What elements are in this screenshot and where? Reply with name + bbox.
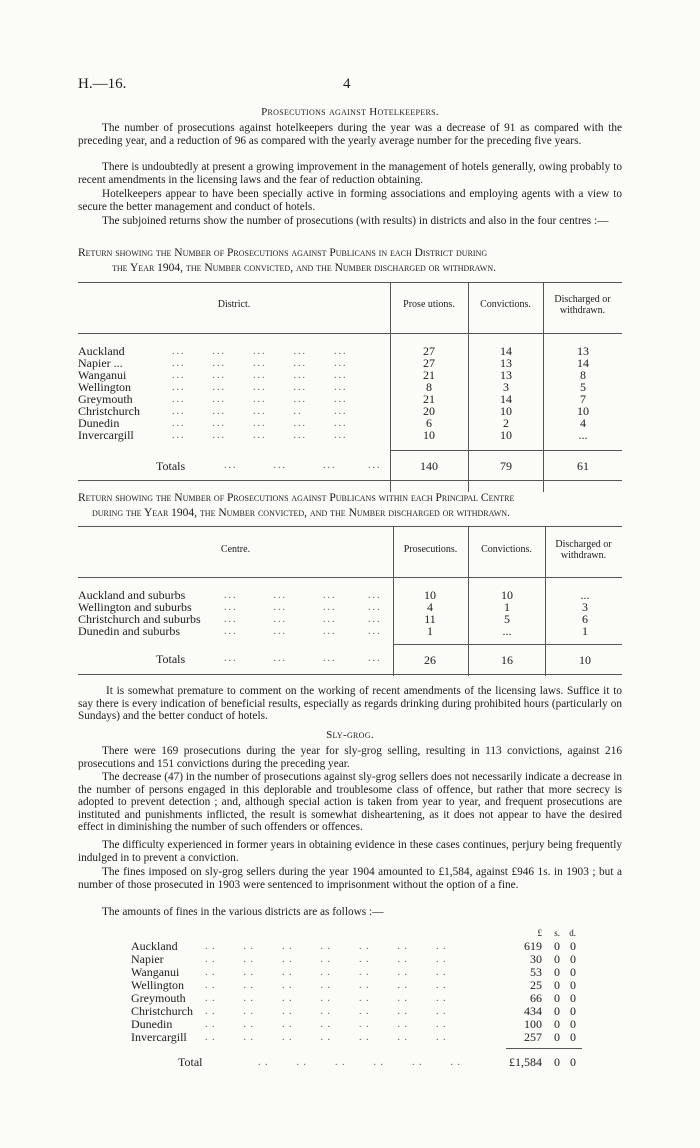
table1-discharged: 4 — [580, 416, 586, 430]
fines-pence: 0 — [570, 978, 576, 992]
fines-district: Napier — [131, 952, 164, 966]
fines-pounds: 30 — [530, 952, 542, 966]
leader-dots: ... ... ... ... ... — [172, 430, 348, 441]
table2-prosecutions: 10 — [424, 588, 436, 602]
table1-prosecutions: 10 — [423, 428, 435, 442]
table1-col-rule — [390, 282, 391, 492]
table1-prosecutions: 21 — [423, 368, 435, 382]
table2-row-name: Auckland and suburbs — [78, 588, 186, 602]
fines-district: Greymouth — [131, 991, 186, 1005]
leader-dots: ... ... ... ... — [224, 626, 382, 637]
leader-dots: ... ... ... .. ... — [172, 406, 348, 417]
leader-dots: . . . . . . . . . . . . . . — [205, 1006, 447, 1017]
table2-header-convictions: Convictions. — [481, 544, 532, 555]
fines-pounds: 53 — [530, 965, 542, 979]
paragraph: The subjoined returns show the number of prosecutions (with results) in districts and also in the four centres :— — [102, 215, 609, 227]
fines-shillings: 0 — [554, 939, 560, 953]
table2-discharged: 6 — [582, 612, 588, 626]
fines-pence: 0 — [570, 1017, 576, 1031]
table2-prosecutions: 4 — [427, 600, 433, 614]
table1-bottom-rule — [78, 480, 622, 481]
table2-header-prosecutions: Prosecutions. — [403, 544, 458, 555]
paragraph: The difficulty experienced in former years in obtaining evidence in these cases continues, perjury being frequently indulged in to prevent a conviction. — [78, 839, 622, 864]
fines-pounds: 257 — [524, 1030, 542, 1044]
table2-total-discharged: 10 — [579, 653, 591, 667]
table1-totals-label: Totals — [156, 459, 186, 473]
table2-total-convictions: 16 — [501, 653, 513, 667]
table1-row-name: Wanganui — [78, 368, 127, 382]
leader-dots: ... ... ... ... — [224, 602, 382, 613]
table2-bottom-rule — [78, 674, 622, 675]
fines-shillings: 0 — [554, 978, 560, 992]
fines-pounds: 619 — [524, 939, 542, 953]
table1-row-name: Auckland — [78, 344, 125, 358]
table2-discharged: 1 — [582, 624, 588, 638]
table2-title: Return showing the Number of Prosecutions against Publicans within each Principal Centre during the Year 1904, the Number convicted, and the Number discharged or withdrawn. — [78, 492, 515, 519]
fines-pence: 0 — [570, 939, 576, 953]
table1-discharged: 10 — [577, 404, 589, 418]
table2-header-centre: Centre. — [220, 544, 251, 555]
table1-discharged: 7 — [580, 392, 586, 406]
table1-header-convictions: Convictions. — [480, 299, 531, 310]
paragraph: The number of prosecutions against hotelkeepers during the year was a decrease of 91 as compared with the preceding year, and a reduction of 96 as compared with the yearly average number for the preceding five years. — [78, 122, 622, 147]
table1-row-name: Wellington — [78, 380, 132, 394]
table1-prosecutions: 27 — [423, 356, 435, 370]
table2-convictions: 5 — [504, 612, 510, 626]
paragraph: There is undoubtedly at present a growing improvement in the management of hotels generally, owing probably to recent amendments in the licensing laws and the fear of reduction obtaining. — [78, 161, 622, 186]
table1-total-prosecutions: 140 — [420, 459, 438, 473]
table2-convictions: 1 — [504, 600, 510, 614]
table1-prosecutions: 27 — [423, 344, 435, 358]
leader-dots: ... ... ... ... ... — [172, 418, 348, 429]
fines-pounds: 25 — [530, 978, 542, 992]
leader-dots: ... ... ... ... — [224, 653, 382, 664]
leader-dots: ... ... ... ... ... — [172, 382, 348, 393]
table2-convictions: ... — [502, 624, 512, 638]
table2-row-name: Christchurch and suburbs — [78, 612, 201, 626]
table1-header-discharged: Discharged or withdrawn. — [554, 294, 611, 316]
fines-header-shillings: s. — [554, 928, 560, 938]
table1-total-discharged: 61 — [577, 459, 589, 473]
table2-totals-rule — [393, 644, 622, 645]
leader-dots: . . . . . . . . . . . . . . — [205, 980, 447, 991]
table2-row-name: Wellington and suburbs — [78, 600, 192, 614]
table1-prosecutions: 20 — [423, 404, 435, 418]
fines-district: Wanganui — [131, 965, 180, 979]
table1-discharged: 13 — [577, 344, 589, 358]
fines-shillings: 0 — [554, 952, 560, 966]
table1-discharged: 8 — [580, 368, 586, 382]
fines-district: Invercargill — [131, 1030, 187, 1044]
table1-convictions: 3 — [503, 380, 509, 394]
table2-header-discharged: Discharged or withdrawn. — [555, 539, 612, 561]
fines-district: Christchurch — [131, 1004, 193, 1018]
table2-convictions: 10 — [501, 588, 513, 602]
table1-total-convictions: 79 — [500, 459, 512, 473]
fines-pounds: 434 — [524, 1004, 542, 1018]
table1-top-rule — [78, 282, 622, 283]
table1-prosecutions: 8 — [426, 380, 432, 394]
table1-header-district: District. — [217, 299, 251, 310]
table1-row-name: Christchurch — [78, 404, 140, 418]
table1-header-prosecutions: Prose utions. — [403, 299, 455, 310]
fines-district: Wellington — [131, 978, 185, 992]
fines-shillings: 0 — [554, 965, 560, 979]
table2-top-rule — [78, 526, 622, 527]
table1-row-name: Napier ... — [78, 356, 123, 370]
section-heading-sly-grog: Sly-grog. — [326, 729, 374, 741]
section-heading-hotelkeepers: Prosecutions against Hotelkeepers. — [261, 106, 439, 118]
fines-pence: 0 — [570, 965, 576, 979]
fines-total-label: Total — [178, 1055, 203, 1069]
leader-dots: ... ... ... ... — [224, 590, 382, 601]
fines-header-pounds: £ — [537, 928, 542, 938]
table1-convictions: 13 — [500, 356, 512, 370]
table1-title: Return showing the Number of Prosecutions against Publicans in each District during the Year 1904, the Number convicted, and the Number discharged or withdrawn. — [78, 247, 496, 274]
leader-dots: ... ... ... ... — [224, 460, 382, 471]
table2-totals-label: Totals — [156, 652, 186, 666]
table1-discharged: 14 — [577, 356, 589, 370]
fines-pence: 0 — [570, 1004, 576, 1018]
table1-convictions: 14 — [500, 344, 512, 358]
fines-pence: 0 — [570, 1030, 576, 1044]
fines-district: Auckland — [131, 939, 178, 953]
table1-convictions: 13 — [500, 368, 512, 382]
leader-dots: ... ... ... ... ... — [172, 346, 348, 357]
leader-dots: . . . . . . . . . . . . . . — [205, 1032, 447, 1043]
fines-total-shillings: 0 — [554, 1055, 560, 1069]
table1-prosecutions: 21 — [423, 392, 435, 406]
fines-header-pence: d. — [569, 928, 576, 938]
table2-prosecutions: 1 — [427, 624, 433, 638]
table1-discharged: ... — [578, 428, 588, 442]
fines-shillings: 0 — [554, 1017, 560, 1031]
fines-shillings: 0 — [554, 1030, 560, 1044]
paragraph: The decrease (47) in the number of prosecutions against sly-grog sellers does not necessarily indicate a decrease in the number of persons engaged in this deplorable and troublesome class of offence, but rather that more secrecy is adopted to prevent detection ; and, although special action is taken from year to year, and frequent prosecutions are instituted and punishments inflicted, the result is somewhat disheartening, as it does not appear to have the desired effect in diminishing the number of such offenders or offences. — [78, 771, 622, 834]
table2-header-rule — [78, 577, 622, 578]
table1-totals-rule — [390, 450, 622, 451]
fines-district: Dunedin — [131, 1017, 173, 1031]
report-code: H.—16. — [78, 76, 127, 92]
fines-total-pence: 0 — [570, 1055, 576, 1069]
paragraph: The amounts of fines in the various districts are as follows :— — [102, 906, 384, 918]
leader-dots: . . . . . . . . . . . . . . — [205, 993, 447, 1004]
leader-dots: . . . . . . . . . . . . — [258, 1057, 461, 1068]
page-number: 4 — [343, 76, 351, 92]
table1-discharged: 5 — [580, 380, 586, 394]
leader-dots: . . . . . . . . . . . . . . — [205, 1019, 447, 1030]
table1-convictions: 14 — [500, 392, 512, 406]
paragraph: The fines imposed on sly-grog sellers during the year 1904 amounted to £1,584, against £946 1s. in 1903 ; but a number of those prosecuted in 1903 were sentenced to imprisonment without the option of a fine. — [78, 866, 622, 891]
leader-dots: . . . . . . . . . . . . . . — [205, 941, 447, 952]
table1-row-name: Greymouth — [78, 392, 133, 406]
table1-convictions: 10 — [500, 404, 512, 418]
fines-pence: 0 — [570, 952, 576, 966]
fines-pounds: 100 — [524, 1017, 542, 1031]
table1-convictions: 10 — [500, 428, 512, 442]
table2-discharged: 3 — [582, 600, 588, 614]
table1-prosecutions: 6 — [426, 416, 432, 430]
fines-pence: 0 — [570, 991, 576, 1005]
table2-total-prosecutions: 26 — [424, 653, 436, 667]
table1-row-name: Dunedin — [78, 416, 120, 430]
table2-prosecutions: 11 — [424, 612, 436, 626]
table2-row-name: Dunedin and suburbs — [78, 624, 180, 638]
table1-convictions: 2 — [503, 416, 509, 430]
paragraph: Hotelkeepers appear to have been specially active in forming associations and employing agents with a view to secure the better management and conduct of hotels. — [78, 188, 622, 213]
fines-pounds: 66 — [530, 991, 542, 1005]
leader-dots: . . . . . . . . . . . . . . — [205, 954, 447, 965]
leader-dots: ... ... ... ... ... — [172, 394, 348, 405]
leader-dots: ... ... ... ... — [224, 614, 382, 625]
table1-header-rule — [78, 333, 622, 334]
leader-dots: ... ... ... ... ... — [172, 358, 348, 369]
table2-discharged: ... — [580, 588, 590, 602]
paragraph: It is somewhat premature to comment on the working of recent amendments of the licensing laws. Suffice it to say there is every indication of beneficial results, especially as regards drinking during prohibited hours (particularly on Sundays) and the better conduct of hotels. — [78, 685, 622, 723]
fines-shillings: 0 — [554, 991, 560, 1005]
fines-total-rule — [506, 1048, 582, 1049]
table1-col-rule — [468, 282, 469, 492]
paragraph: There were 169 prosecutions during the year for sly-grog selling, resulting in 113 convictions, against 216 prosecutions and 151 convictions during the preceding year. — [78, 745, 622, 770]
leader-dots: ... ... ... ... ... — [172, 370, 348, 381]
fines-total-pounds: £1,584 — [509, 1055, 542, 1069]
leader-dots: . . . . . . . . . . . . . . — [205, 967, 447, 978]
table1-row-name: Invercargill — [78, 428, 134, 442]
fines-shillings: 0 — [554, 1004, 560, 1018]
